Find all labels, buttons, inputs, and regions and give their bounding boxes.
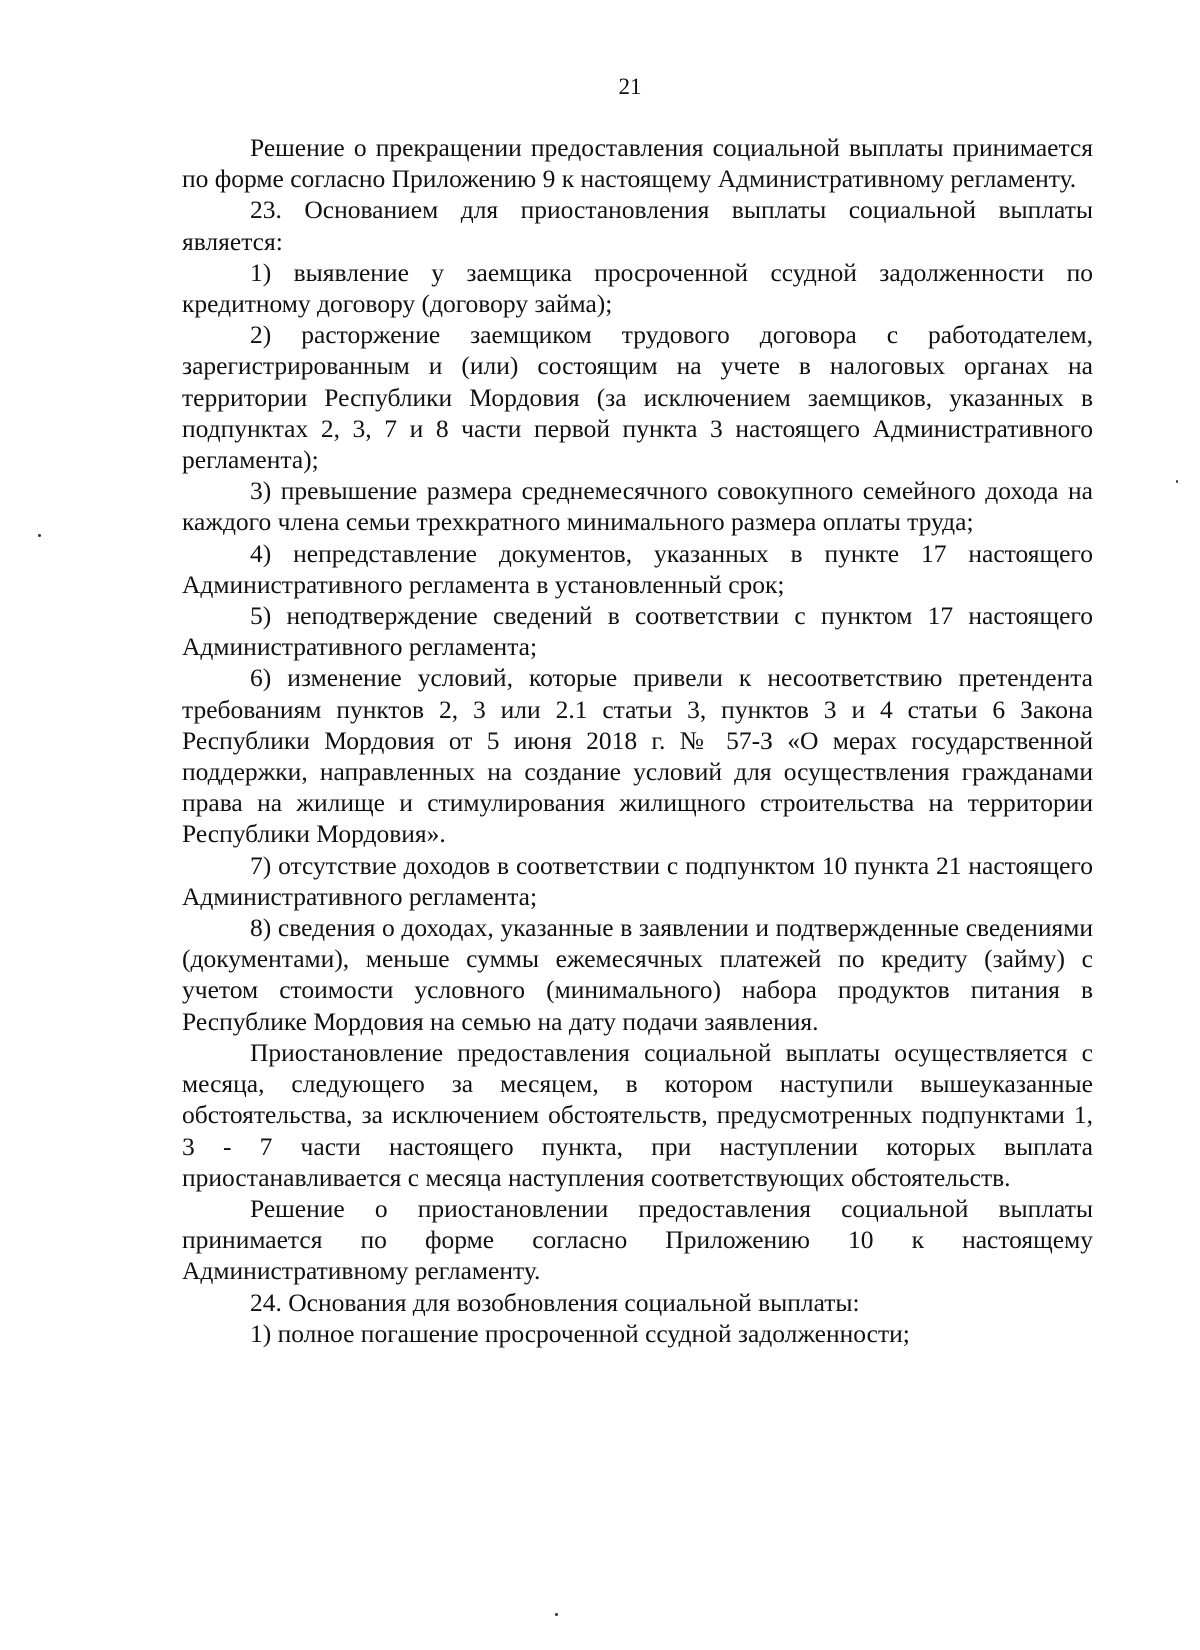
- paragraph-termination-decision: Решение о прекращении предоставления социальной выплаты принимается по форме согласно Приложению 9 к настоящему Административному регламенту.: [182, 133, 1093, 194]
- paragraph-23-item-1: 1) выявление у заемщика просроченной ссудной задолженности по кредитному договору (договору займа);: [182, 257, 1093, 319]
- paragraph-24-heading: 24. Основания для возобновления социальной выплаты:: [250, 1287, 860, 1317]
- page-number: 21: [618, 74, 642, 99]
- paragraph-23-item-4: 4) непредставление документов, указанных в пункте 17 настоящего Административного регламента в установленный срок;: [182, 538, 1093, 599]
- scan-speck: [1176, 480, 1178, 483]
- paragraph-24-item-1: 1) полное погашение просроченной ссудной задолженности;: [250, 1318, 910, 1348]
- paragraph-23-heading: 23. Основанием для приостановления выплаты социальной выплаты является:: [182, 195, 1093, 256]
- paragraph-suspension-start: Приостановление предоставления социальной выплаты осуществляется с месяца, следующего за месяцем, в котором наступили вышеуказанные обстоятельства, за исключением обстоятельств, предусмотренных подпунктами 1, 3 - 7 части настоящего пункта, при наступлении которых выплата приостанавливается с месяца наступления соответствующих обстоятельств.: [182, 1037, 1093, 1192]
- paragraph-23-item-6: 6) изменение условий, которые привели к несоответствию претендента требованиям пунктов 2, 3 или 2.1 статьи 3, пунктов 3 и 4 статьи 6 Закона Республики Мордовия от 5 июня 2018 г. № 57-З «О мерах государственной поддержки, направленных на создание условий для осуществления гражданами права на жилище и стимулирования жилищного строительства на территории Республики Мордовия».: [182, 663, 1093, 849]
- scan-speck: [555, 1613, 558, 1616]
- paragraph-23-item-8: 8) сведения о доходах, указанные в заявлении и подтвержденные сведениями (документами), меньше суммы ежемесячных платежей по кредиту (займу) с учетом стоимости условного (минимального) набора продуктов питания в Республике Мордовия на семью на дату подачи заявления.: [182, 913, 1093, 1036]
- paragraph-23-item-2: 2) расторжение заемщиком трудового договора с работодателем, зарегистрированным и (или) состоящим на учете в налоговых органах на территории Республики Мордовия (за исключением заемщиков, указанных в подпунктах 2, 3, 7 и 8 части первой пункта 3 настоящего Административного регламента);: [182, 320, 1093, 475]
- paragraph-23-item-5: 5) неподтверждение сведений в соответствии с пунктом 17 настоящего Административного регламента;: [182, 601, 1093, 662]
- scan-speck: [38, 534, 41, 537]
- paragraph-23-item-3: 3) превышение размера среднемесячного совокупного семейного дохода на каждого члена семьи трехкратного минимального размера оплаты труда;: [182, 476, 1093, 537]
- document-body: [182, 132, 1093, 1349]
- paragraph-23-item-7: 7) отсутствие доходов в соответствии с подпунктом 10 пункта 21 настоящего Административного регламента;: [182, 850, 1093, 911]
- paragraph-suspension-decision: Решение о приостановлении предоставления социальной выплаты принимается по форме согласно Приложению 10 к настоящему Административному регламенту.: [182, 1193, 1093, 1286]
